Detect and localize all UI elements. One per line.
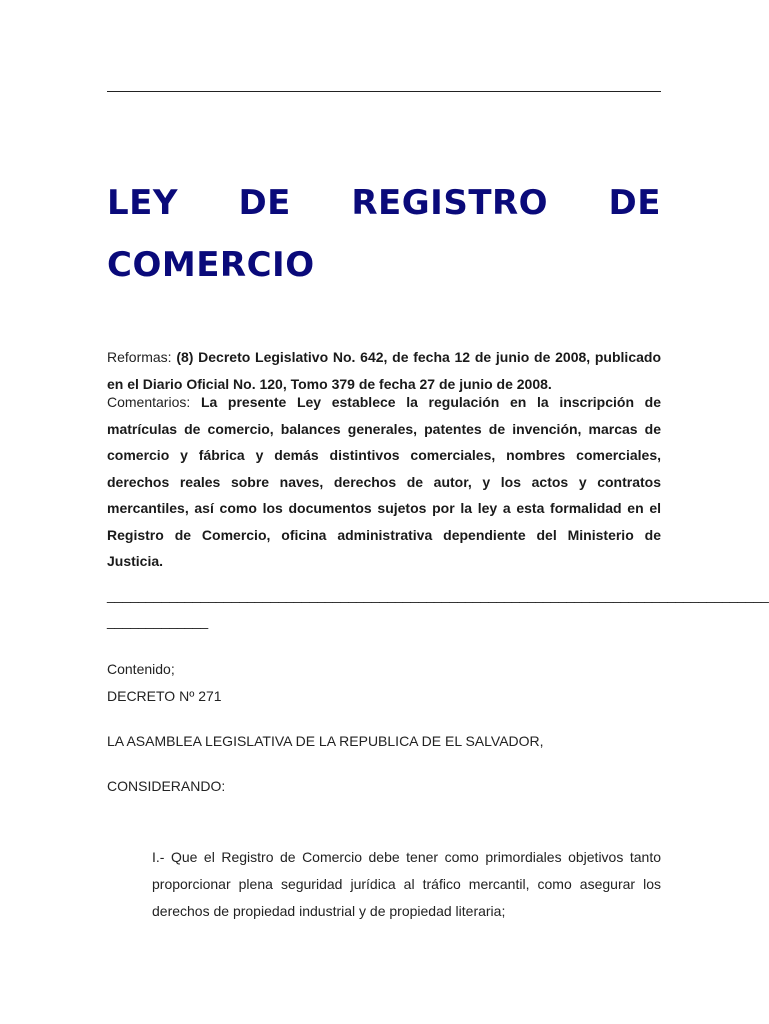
comentarios-paragraph xyxy=(107,389,661,575)
reformas-label: Reformas: xyxy=(107,349,172,365)
considerando-item: I.- Que el Registro de Comercio debe tener como primordiales objetivos tanto proporcionar plena seguridad jurídica al tráfico mercantil, como asegurar los derechos de propiedad industrial y de propiedad literaria; xyxy=(152,849,661,919)
separator-line-1: _____________________________________________________________________________________ xyxy=(107,587,769,603)
top-horizontal-rule xyxy=(107,91,661,92)
separator-line-2: _____________ xyxy=(107,613,209,629)
title-line-2: COMERCIO xyxy=(107,245,315,285)
reformas-text: (8) Decreto Legislativo No. 642, de fecha 12 de junio de 2008, publicado en el Diario Oficial No. 120, Tomo 379 de fecha 27 de junio de 2008. xyxy=(107,349,661,392)
title-line-1: LEY DE REGISTRO DE xyxy=(107,183,661,223)
decreto-number: DECRETO Nº 271 xyxy=(107,688,222,704)
document-title xyxy=(107,172,661,296)
comentarios-text: La presente Ley establece la regulación en la inscripción de matrículas de comercio, balances generales, patentes de invención, marcas de comercio y fábrica y demás distintivos comerciales, nombres comerciales, derechos reales sobre naves, derechos de autor, y los actos y contratos mercantiles, así como los documentos sujetos por la ley a esta formalidad en el Registro de Comercio, oficina administrativa dependiente del Ministerio de Justicia. xyxy=(107,394,662,569)
comentarios-label: Comentarios: xyxy=(107,394,191,410)
contenido-label: Contenido; xyxy=(107,661,175,677)
asamblea-heading: LA ASAMBLEA LEGISLATIVA DE LA REPUBLICA DE EL SALVADOR, xyxy=(107,733,544,749)
considerando-heading: CONSIDERANDO: xyxy=(107,778,226,794)
